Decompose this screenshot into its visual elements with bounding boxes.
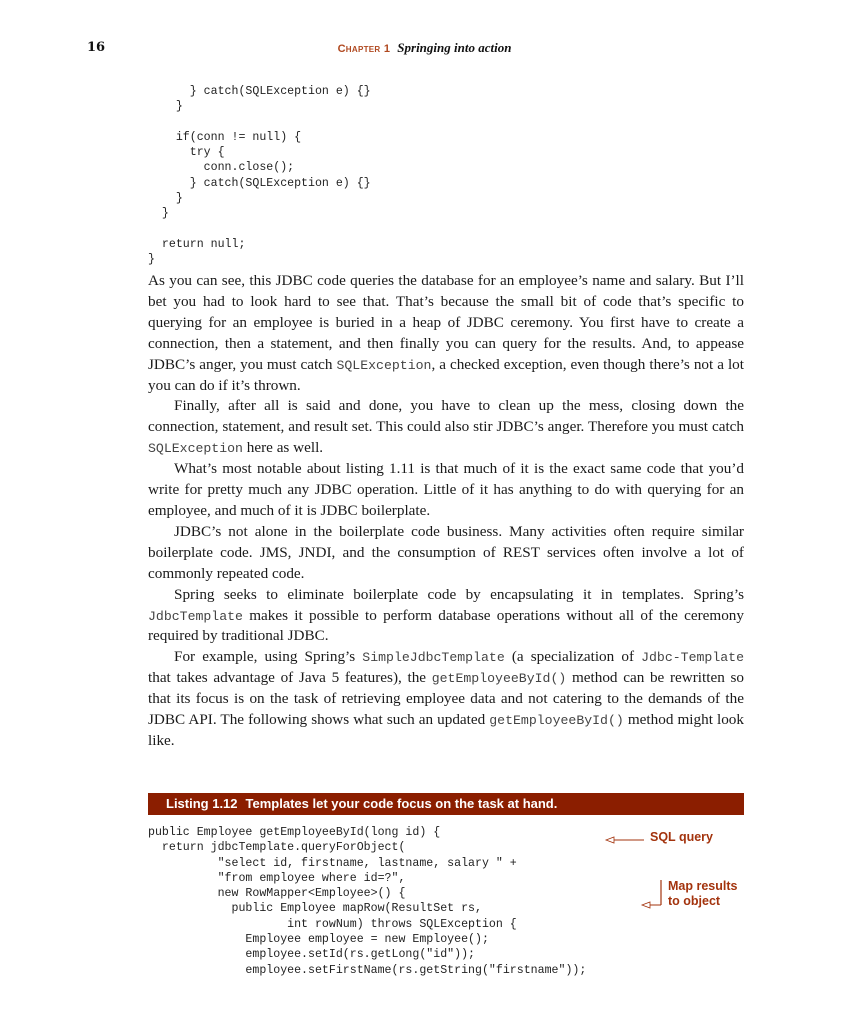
annotation-map-results-line1: Map results: [668, 879, 738, 893]
paragraph: [148, 271, 744, 396]
inline-code: getEmployeeById(): [489, 713, 624, 729]
text-run: (a specialization of: [504, 648, 642, 666]
text-run: here as well.: [242, 439, 324, 457]
inline-code: SQLException: [336, 357, 432, 373]
annotation-map-results-line2: to object: [668, 894, 721, 908]
inline-code: SQLException: [148, 441, 243, 457]
text-run: As you can see, this JDBC code queries the database for an employee’s name and salary. But I’ll bet you had to look hard to see that. That’s because the small bit of code that’s specific to querying for an employee is buried in a heap of JDBC ceremony. You first have to create a connection, then a statement, and then finally you can query for the results. And, to appease JDBC’s anger, you must catch: [148, 272, 744, 373]
text-run: that takes advantage of Java 5 features), the: [148, 669, 432, 687]
text-run: What’s most notable about listing 1.11 is that much of it is the exact same code that you’d write for pretty much any JDBC operation. Little of it has anything to do with querying for an employee, and much of it is JDBC boilerplate.: [148, 460, 744, 519]
text-run: For example, using Spring’s: [174, 648, 363, 666]
text-run: makes it possible to perform database operations without all of the ceremony required by traditional JDBC.: [148, 606, 744, 645]
text-run: Spring seeks to eliminate boilerplate code by encapsulating it in templates. Spring’s: [174, 585, 744, 603]
text-run: , a checked exception, even though there’s not a lot you can do if it’s thrown.: [148, 355, 744, 394]
map-results-arrowhead: [642, 902, 650, 908]
text-run: method might look like.: [148, 711, 744, 749]
code-block-listing: public Employee getEmployeeById(long id) { return jdbcTemplate.queryForObject( "select id, firstname, lastname, salary " + "from employee where id=?", new RowMapper<Employee>() { public Employee mapRow(ResultSet rs, int rowNum) throws SQLException { Employee employee = new Employee(); employee.setId(rs.getLong("id")); employee.setFirstName(rs.getString("firstname"));: [148, 826, 587, 977]
inline-code: Jdbc-Template: [641, 650, 744, 666]
listing-caption: Templates let your code focus on the task at hand.: [245, 796, 558, 811]
paragraph: [148, 522, 744, 585]
paragraph: [148, 396, 744, 459]
inline-code: SimpleJdbcTemplate: [362, 650, 505, 666]
inline-code: getEmployeeById(): [431, 671, 567, 687]
paragraph: [148, 585, 744, 648]
text-run: JDBC’s not alone in the boilerplate code business. Many activities often require similar boilerplate code. JMS, JNDI, and the consumption of REST services often involve a lot of commonly repeated code.: [148, 522, 744, 582]
text-run: method can be rewritten so that its focus is on the task of retrieving employee data and not catering to the demands of the JDBC API. The following shows what such an updated: [148, 669, 744, 729]
annotation-sql-query: SQL query: [650, 830, 713, 844]
running-head: [0, 40, 849, 56]
paragraph: [148, 647, 744, 752]
text-run: Finally, after all is said and done, you have to clean up the mess, closing down the connection, statement, and result set. This could also stir JDBC’s anger. Therefore you must catch: [148, 397, 744, 436]
chapter-label: Chapter 1: [337, 43, 391, 55]
listing-number: Listing 1.12: [166, 796, 238, 811]
inline-code: JdbcTemplate: [148, 608, 243, 624]
sql-query-arrowhead: [606, 837, 614, 843]
annotation-map-results: [668, 879, 737, 909]
listing-caption-bar: [148, 793, 744, 815]
code-block-top: } catch(SQLException e) {} } if(conn != null) { try { conn.close(); } catch(SQLException e) {} } } return null; }: [148, 85, 371, 267]
page-number: 16: [87, 40, 106, 55]
chapter-title: Springing into action: [397, 40, 512, 55]
page-header: [0, 40, 849, 60]
body-text: [148, 271, 744, 752]
paragraph: [148, 459, 744, 522]
